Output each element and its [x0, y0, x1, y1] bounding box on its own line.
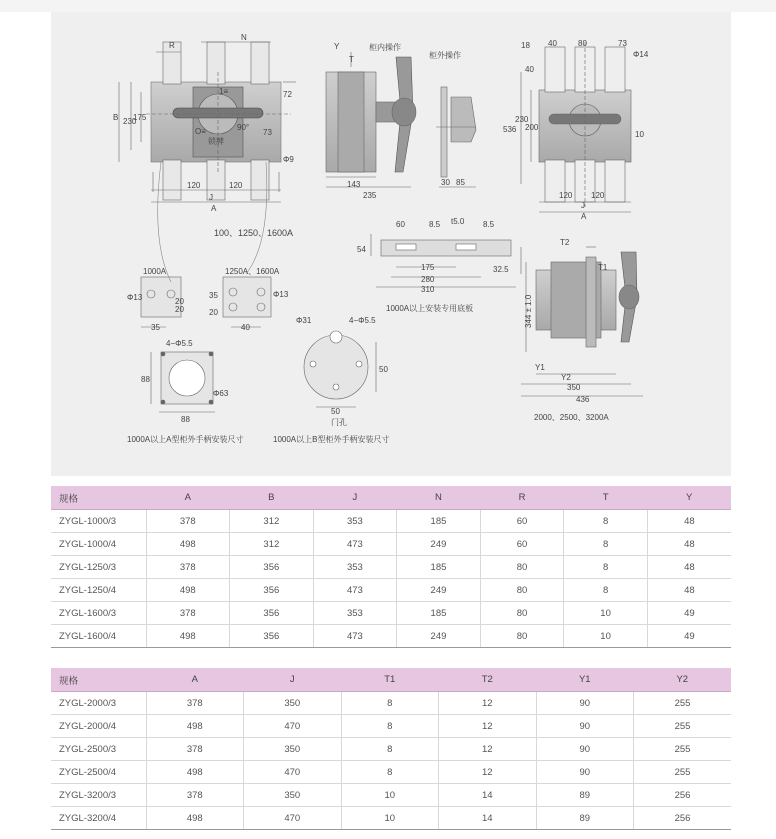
dim-j: J [209, 193, 213, 202]
label-1000a: 1000A [143, 267, 167, 276]
table-cell: 80 [480, 625, 564, 648]
table-cell: 49 [647, 625, 731, 648]
table-cell: 90 [536, 738, 634, 761]
table-cell: ZYGL-2000/3 [51, 692, 146, 715]
table-cell: 8 [564, 533, 648, 556]
dim-30: 30 [441, 178, 450, 187]
table-cell: 12 [439, 692, 537, 715]
dim-350: 350 [567, 383, 581, 392]
label-mount-plate: 1000A以上安装专用底板 [386, 304, 474, 313]
table-cell: 356 [230, 625, 314, 648]
table-row [51, 807, 731, 830]
table-row [51, 533, 731, 556]
table-cell: 498 [146, 625, 230, 648]
table-cell: 378 [146, 738, 244, 761]
table-cell: 10 [341, 807, 439, 830]
switch-side-view [326, 52, 416, 187]
table-cell: 312 [230, 533, 314, 556]
table-cell: 12 [439, 738, 537, 761]
table-cell: 498 [146, 715, 244, 738]
dim-n: N [241, 33, 247, 42]
dim-72: 72 [283, 90, 292, 99]
dim-t5: t5.0 [451, 217, 465, 226]
table-cell: 378 [146, 784, 244, 807]
table-cell: 498 [146, 533, 230, 556]
table-cell: ZYGL-1250/4 [51, 579, 146, 602]
table-cell: 378 [146, 556, 230, 579]
dim-310: 310 [421, 285, 435, 294]
table-row [51, 556, 731, 579]
column-header: B [230, 486, 314, 510]
table-cell: ZYGL-1250/3 [51, 556, 146, 579]
column-header: 规格 [51, 486, 146, 510]
table-cell: 48 [647, 510, 731, 533]
dim-y1: Y1 [535, 363, 545, 372]
table-cell: 256 [634, 784, 732, 807]
dim-230b: 230 [515, 115, 529, 124]
column-header: 规格 [51, 668, 146, 692]
label-inner-op: 柜内操作 [369, 43, 401, 52]
table-cell: 8 [341, 738, 439, 761]
table-cell: 48 [647, 579, 731, 602]
table-cell: 10 [564, 602, 648, 625]
table-cell: 8 [564, 510, 648, 533]
dim-angle1: 1≡ [219, 87, 229, 96]
table-cell: 255 [634, 761, 732, 784]
table-cell: 498 [146, 579, 230, 602]
dim-40c: 40 [241, 323, 250, 332]
dim-8-5b: 8.5 [483, 220, 495, 229]
dim-y: Y [334, 42, 340, 51]
table-cell: 14 [439, 807, 537, 830]
dim-120c: 120 [559, 191, 573, 200]
dim-t1: T1 [598, 263, 608, 272]
table-cell: 10 [341, 784, 439, 807]
table-cell: 378 [146, 602, 230, 625]
dim-8-5a: 8.5 [429, 220, 441, 229]
column-header: J [244, 668, 342, 692]
dim-phi13a: Φ13 [127, 293, 143, 302]
table-cell: 255 [634, 738, 732, 761]
dim-85: 85 [456, 178, 465, 187]
label-1250a: 1250A、1600A [225, 267, 280, 276]
dim-235: 235 [363, 191, 377, 200]
table-cell: ZYGL-1000/3 [51, 510, 146, 533]
dim-j-large: J [581, 201, 585, 210]
dim-54: 54 [357, 245, 366, 254]
dim-b: B [113, 113, 119, 122]
dim-230: 230 [123, 117, 137, 126]
table-cell: 378 [146, 692, 244, 715]
table-cell: 10 [564, 625, 648, 648]
dim-y2: Y2 [561, 373, 571, 382]
dim-200: 200 [525, 123, 539, 132]
table-cell: 89 [536, 784, 634, 807]
large-switch-side-view [521, 247, 643, 396]
table-cell: 473 [313, 533, 397, 556]
dim-120a: 120 [187, 181, 201, 190]
dim-20a: 20 [175, 305, 184, 314]
table-cell: 90 [536, 715, 634, 738]
table-cell: 249 [397, 579, 481, 602]
dim-143: 143 [347, 180, 361, 189]
table-cell: 312 [230, 510, 314, 533]
label-series-large: 2000、2500、3200A [534, 413, 609, 422]
table-cell: 255 [634, 715, 732, 738]
dim-4-phi55b: 4−Φ5.5 [349, 316, 376, 325]
table-cell: 12 [439, 715, 537, 738]
dim-phi63: Φ63 [213, 389, 229, 398]
table-cell: 249 [397, 625, 481, 648]
dim-80: 80 [578, 39, 587, 48]
dim-20c: 20 [209, 308, 218, 317]
table-cell: ZYGL-1000/4 [51, 533, 146, 556]
table-cell: 8 [341, 715, 439, 738]
terminal-1250a [223, 277, 271, 327]
outer-handle-view [436, 87, 476, 187]
table-cell: 353 [313, 602, 397, 625]
column-header: Y2 [634, 668, 732, 692]
column-header: T1 [341, 668, 439, 692]
table-cell: 378 [146, 510, 230, 533]
label-handle-a: 1000A以上A型柜外手柄安装尺寸 [127, 435, 244, 444]
dim-280: 280 [421, 275, 435, 284]
dim-344: 344 ± 1.0 [524, 294, 533, 328]
table-cell: 350 [244, 738, 342, 761]
table-cell: 80 [480, 579, 564, 602]
table-cell: 350 [244, 692, 342, 715]
column-header: N [397, 486, 481, 510]
table-cell: ZYGL-3200/4 [51, 807, 146, 830]
dim-50b: 50 [331, 407, 340, 416]
table-row [51, 692, 731, 715]
table-cell: 255 [634, 692, 732, 715]
dim-t: T [349, 55, 354, 64]
dim-73b: 73 [618, 39, 627, 48]
table-body [51, 510, 731, 648]
table-cell: 60 [480, 510, 564, 533]
dim-18: 18 [521, 41, 530, 50]
dim-a-large: A [581, 212, 587, 221]
table-body [51, 692, 731, 830]
dim-88a: 88 [141, 375, 150, 384]
dim-50a: 50 [379, 365, 388, 374]
table-cell: 473 [313, 579, 397, 602]
table-cell: 8 [564, 556, 648, 579]
column-header: T [564, 486, 648, 510]
spec-table-1 [51, 486, 731, 648]
label-lock: 锁牌 [208, 137, 224, 146]
dim-35a: 35 [151, 323, 160, 332]
table-row [51, 784, 731, 807]
table-cell: 498 [146, 807, 244, 830]
dim-175: 175 [133, 113, 147, 122]
column-header: A [146, 486, 230, 510]
table-cell: ZYGL-1600/4 [51, 625, 146, 648]
dim-120d: 120 [591, 191, 605, 200]
dim-40: 40 [548, 39, 557, 48]
table-cell: ZYGL-1600/3 [51, 602, 146, 625]
table-cell: 356 [230, 556, 314, 579]
label-series-small: 100、1250、1600A [214, 228, 294, 238]
column-header: R [480, 486, 564, 510]
table-cell: 90 [536, 692, 634, 715]
table-cell: 353 [313, 556, 397, 579]
table-cell: 8 [341, 692, 439, 715]
handle-a-mount [151, 352, 215, 412]
dim-60: 60 [396, 220, 405, 229]
table-cell: 249 [397, 533, 481, 556]
table-row [51, 602, 731, 625]
dim-phi9: Φ9 [283, 155, 294, 164]
table-cell: 498 [146, 761, 244, 784]
table-cell: 12 [439, 761, 537, 784]
dim-88b: 88 [181, 415, 190, 424]
table-cell: ZYGL-3200/3 [51, 784, 146, 807]
dim-436: 436 [576, 395, 590, 404]
table-cell: 60 [480, 533, 564, 556]
table-cell: 356 [230, 602, 314, 625]
label-hole: 门孔 [331, 418, 347, 427]
spec-table-2 [51, 668, 731, 830]
dim-536: 536 [503, 125, 517, 134]
table-cell: ZYGL-2000/4 [51, 715, 146, 738]
dim-20b: 20 [175, 297, 184, 306]
table-header-row [51, 486, 731, 510]
label-handle-b: 1000A以上B型柜外手柄安装尺寸 [273, 435, 390, 444]
table-row [51, 761, 731, 784]
dim-o0: O≡ [195, 127, 206, 136]
table-row [51, 510, 731, 533]
dim-phi31: Φ31 [296, 316, 312, 325]
dim-phi14: Φ14 [633, 50, 649, 59]
switch-front-view [119, 42, 296, 202]
table-cell: 473 [313, 625, 397, 648]
table-cell: 48 [647, 556, 731, 579]
drawing-svg [51, 12, 731, 476]
table-cell: 90 [536, 761, 634, 784]
table-row [51, 579, 731, 602]
table-row [51, 738, 731, 761]
dim-phi13b: Φ13 [273, 290, 289, 299]
table-cell: 350 [244, 784, 342, 807]
column-header: A [146, 668, 244, 692]
top-strip [0, 0, 776, 12]
column-header: Y1 [536, 668, 634, 692]
table-cell: 14 [439, 784, 537, 807]
dim-4-phi55a: 4−Φ5.5 [166, 339, 193, 348]
technical-drawing [51, 12, 731, 476]
table-cell: ZYGL-2500/4 [51, 761, 146, 784]
table-cell: 49 [647, 602, 731, 625]
column-header: J [313, 486, 397, 510]
table-cell: 256 [634, 807, 732, 830]
column-header: T2 [439, 668, 537, 692]
table-cell: ZYGL-2500/3 [51, 738, 146, 761]
dim-120b: 120 [229, 181, 243, 190]
table-cell: 80 [480, 556, 564, 579]
table-header-row [51, 668, 731, 692]
table-cell: 8 [564, 579, 648, 602]
table-row [51, 625, 731, 648]
table-row [51, 715, 731, 738]
table-cell: 185 [397, 602, 481, 625]
table-cell: 356 [230, 579, 314, 602]
table-cell: 470 [244, 715, 342, 738]
table-cell: 8 [341, 761, 439, 784]
mount-plate-view [371, 234, 521, 287]
table-cell: 353 [313, 510, 397, 533]
dim-t2: T2 [560, 238, 570, 247]
table-cell: 185 [397, 510, 481, 533]
dim-a: A [211, 204, 217, 213]
table-cell: 470 [244, 761, 342, 784]
table-cell: 48 [647, 533, 731, 556]
table-cell: 89 [536, 807, 634, 830]
handle-b-mount [304, 331, 376, 407]
dim-35b: 35 [209, 291, 218, 300]
dim-40b: 40 [525, 65, 534, 74]
dim-10: 10 [635, 130, 644, 139]
table-cell: 80 [480, 602, 564, 625]
table-cell: 470 [244, 807, 342, 830]
dim-32-5: 32.5 [493, 265, 509, 274]
table-cell: 185 [397, 556, 481, 579]
dim-73: 73 [263, 128, 272, 137]
label-outer-op: 柜外操作 [429, 51, 461, 60]
dim-175b: 175 [421, 263, 435, 272]
dim-r: R [169, 41, 175, 50]
dim-angle2: 90° [237, 123, 250, 132]
column-header: Y [647, 486, 731, 510]
